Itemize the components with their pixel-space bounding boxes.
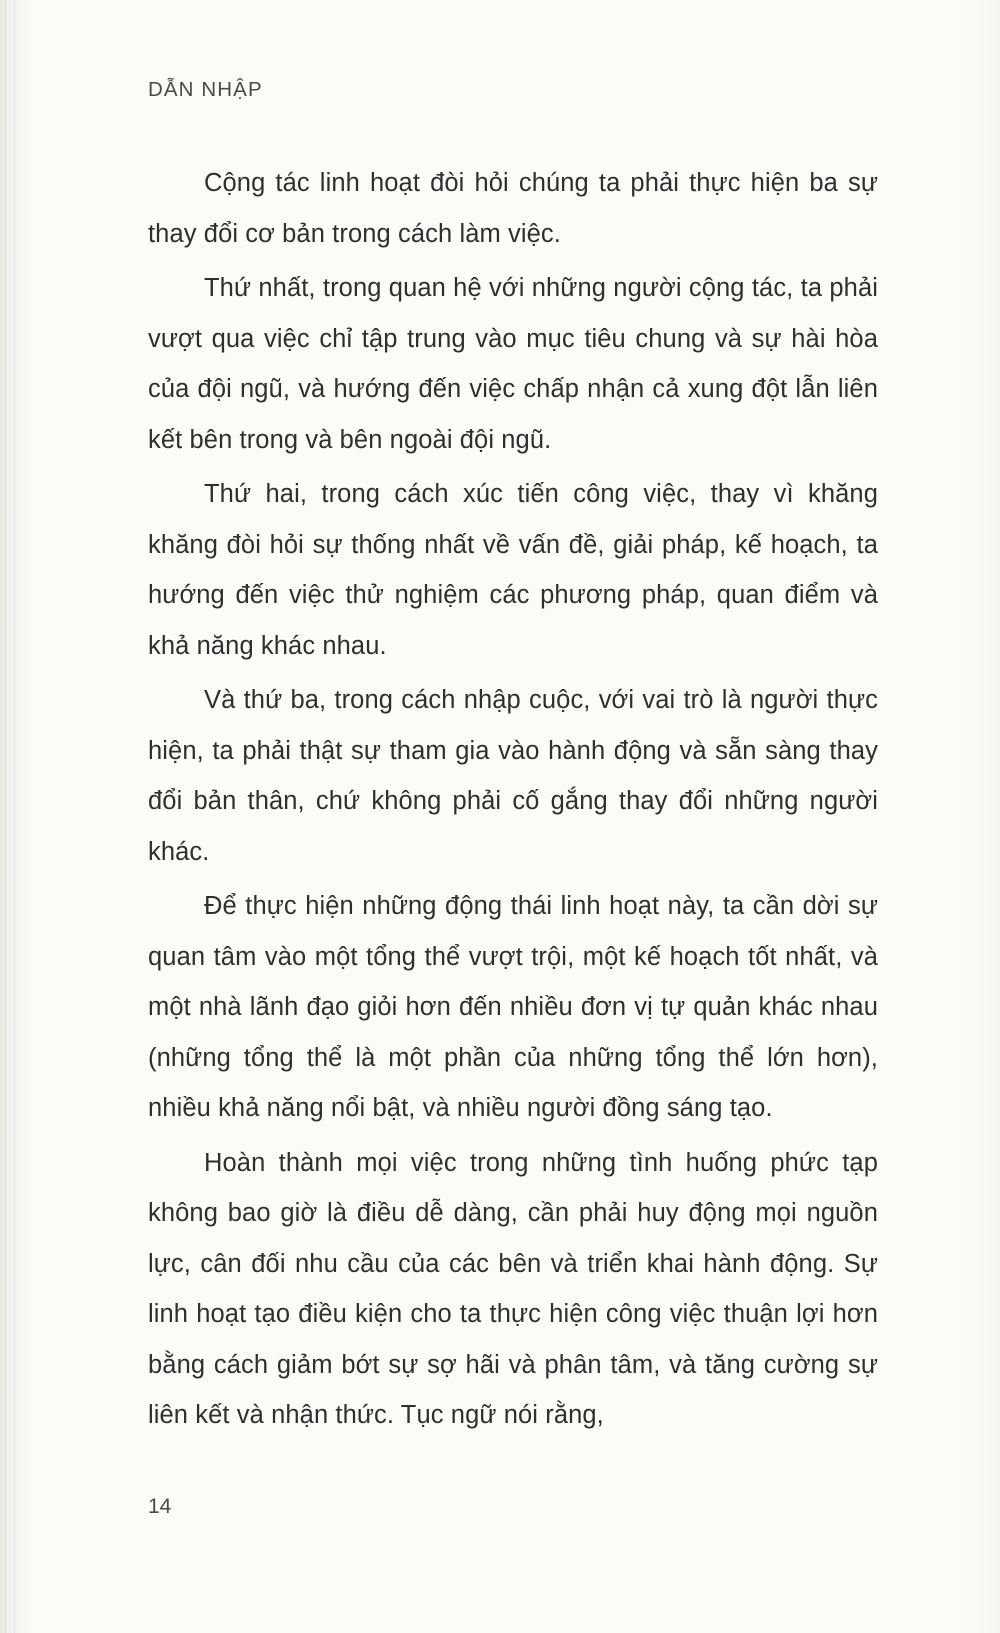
- body-text: [148, 158, 878, 1445]
- paragraph-4: Và thứ ba, trong cách nhập cuộc, với vai trò là người thực hiện, ta phải thật sự tham gia vào hành động và sẵn sàng thay đổi bản thân, chứ không phải cố gắng thay đổi những người khác.: [148, 686, 878, 866]
- running-head: DẪN NHẬP: [148, 78, 263, 101]
- page-edge-line-outer: [5, 0, 6, 1633]
- paragraph-2: Thứ nhất, trong quan hệ với những người cộng tác, ta phải vượt qua việc chỉ tập trung vào mục tiêu chung và sự hài hòa của đội ngũ, và hướng đến việc chấp nhận cả xung đột lẫn liên kết bên trong và bên ngoài đội ngũ.: [148, 274, 878, 454]
- paragraph-3: Thứ hai, trong cách xúc tiến công việc, thay vì khăng khăng đòi hỏi sự thống nhất về vấn đề, giải pháp, kế hoạch, ta hướng đến việc thử nghiệm các phương pháp, quan điểm và khả năng khác nhau.: [148, 480, 878, 660]
- page-content: [148, 0, 878, 1633]
- page-number: 14: [148, 1495, 172, 1518]
- page-edge-line-inner: [14, 0, 15, 1633]
- paragraph-6: Hoàn thành mọi việc trong những tình huống phức tạp không bao giờ là điều dễ dàng, cần phải huy động mọi nguồn lực, cân đối nhu cầu của các bên và triển khai hành động. Sự linh hoạt tạo điều kiện cho ta thực hiện công việc thuận lợi hơn bằng cách giảm bớt sự sợ hãi và phân tâm, và tăng cường sự liên kết và nhận thức. Tục ngữ nói rằng,: [148, 1148, 878, 1429]
- paragraph-5: Để thực hiện những động thái linh hoạt này, ta cần dời sự quan tâm vào một tổng thể vượt trội, một kế hoạch tốt nhất, và một nhà lãnh đạo giỏi hơn đến nhiều đơn vị tự quản khác nhau (những tổng thể là một phần của những tổng thể lớn hơn), nhiều khả năng nổi bật, và nhiều người đồng sáng tạo.: [148, 892, 878, 1122]
- paragraph-1: Cộng tác linh hoạt đòi hỏi chúng ta phải thực hiện ba sự thay đổi cơ bản trong cách làm việc.: [148, 169, 878, 248]
